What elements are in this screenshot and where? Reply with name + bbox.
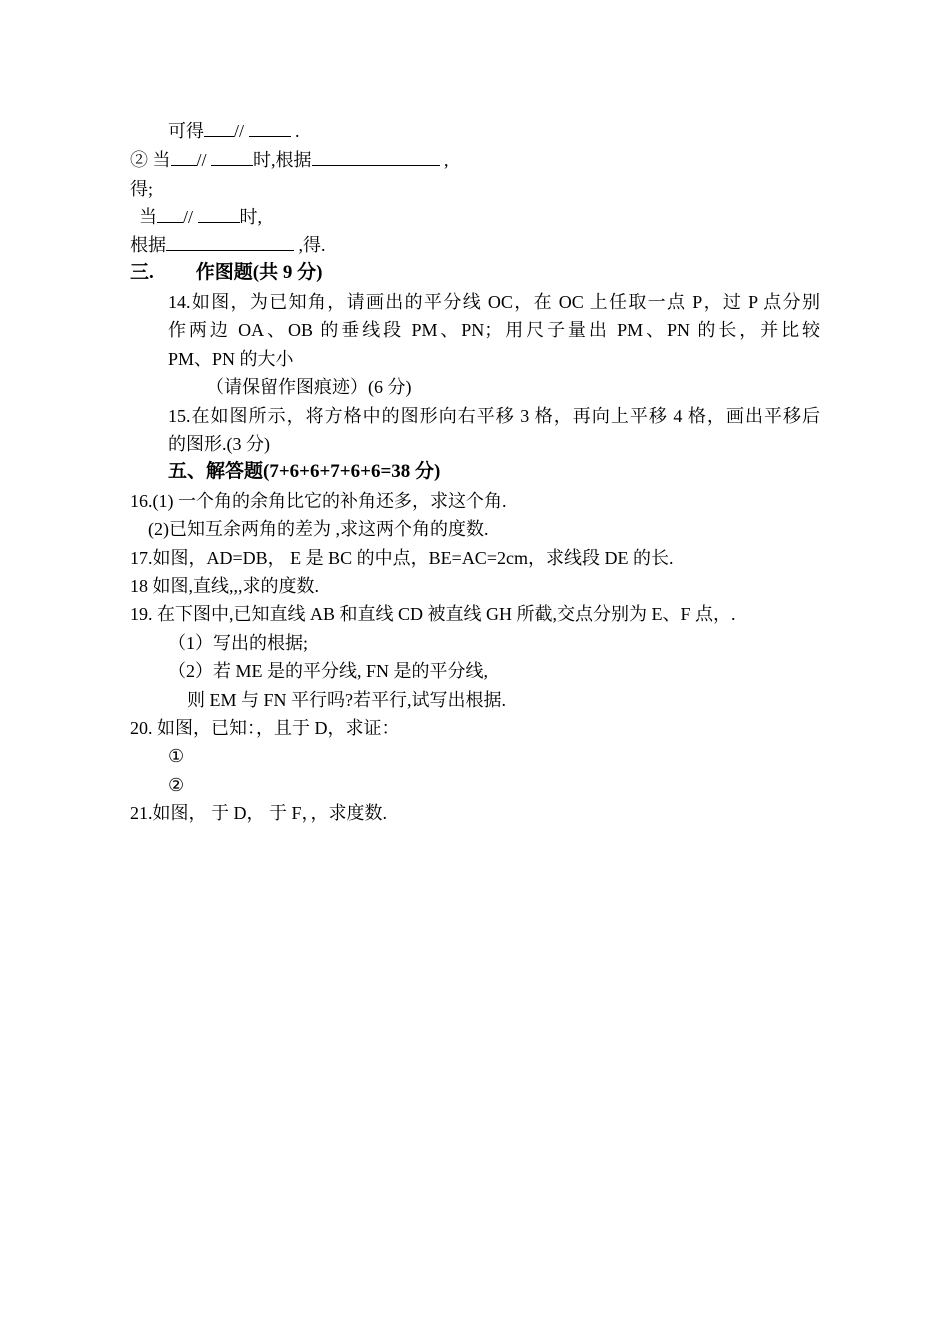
q17: 17.如图，AD=DB， E 是 BC 的中点，BE=AC=2cm，求线段 DE 的长.	[130, 548, 674, 568]
q20-item-1: ①	[168, 746, 185, 766]
text: 时,	[239, 207, 263, 227]
fill-line-1	[168, 120, 300, 142]
q19-part-3: 则 EM 与 FN 平行吗?若平行,试写出根据.	[187, 690, 506, 710]
blank	[211, 149, 253, 166]
fill-line-4	[139, 206, 262, 228]
text: 根据	[130, 235, 166, 255]
text: ② 当	[130, 150, 171, 170]
blank	[157, 206, 183, 223]
q16-part-1: 16.(1) 一个角的余角比它的补角还多，求这个角.	[130, 491, 507, 511]
section-3-heading	[130, 262, 322, 284]
blank	[312, 149, 440, 166]
fill-line-3: 得;	[130, 179, 154, 199]
text: .	[290, 121, 300, 141]
text: 时,根据	[253, 150, 312, 170]
q16-part-2: (2)已知互余两角的差为 ,求这两个角的度数.	[148, 519, 489, 539]
q14-line-1: 14.如图，为已知角，请画出的平分线 OC，在 OC 上任取一点 P，过 P 点分别	[168, 292, 820, 312]
q19: 19. 在下图中,已知直线 AB 和直线 CD 被直线 GH 所截,交点分别为 E、F 点，.	[130, 604, 736, 624]
q20-item-2: ②	[168, 775, 185, 795]
text: ,得.	[294, 235, 326, 255]
heading-number: 三.	[130, 262, 154, 283]
q18: 18 如图,直线,,,求的度数.	[130, 576, 319, 596]
parallel-sign: //	[234, 121, 245, 141]
text: ,	[439, 150, 449, 170]
q19-part-1: （1）写出的根据;	[168, 633, 309, 653]
blank	[198, 206, 240, 223]
parallel-sign: //	[196, 150, 207, 170]
blank	[171, 149, 197, 166]
q14-line-3: PM、PN 的大小	[168, 349, 294, 369]
q21: 21.如图， 于 D， 于 F，，求度数.	[130, 803, 388, 823]
blank	[166, 234, 294, 251]
q20: 20. 如图，已知：，且于 D，求证：	[130, 718, 400, 738]
heading-title: 作图题(共 9 分)	[195, 262, 323, 283]
q15-line-1: 15.在如图所示，将方格中的图形向右平移 3 格，再向上平移 4 格，画出平移后	[168, 406, 820, 426]
section-5-heading: 五、解答题(7+6+6+7+6+6=38 分)	[168, 461, 441, 482]
q14-line-4: （请保留作图痕迹）(6 分)	[206, 377, 412, 397]
parallel-sign: //	[183, 207, 194, 227]
text: 当	[139, 207, 157, 227]
fill-line-5	[130, 234, 326, 256]
text: 可得	[168, 121, 204, 141]
blank	[204, 120, 234, 137]
fill-line-2	[130, 149, 449, 171]
q15-line-2: 的图形.(3 分)	[168, 434, 270, 454]
q14-line-2: 作两边 OA、OB 的垂线段 PM、PN；用尺子量出 PM、PN 的长，并比较	[168, 320, 820, 340]
q19-part-2: （2）若 ME 是的平分线, FN 是的平分线,	[168, 661, 489, 681]
blank	[249, 120, 291, 137]
